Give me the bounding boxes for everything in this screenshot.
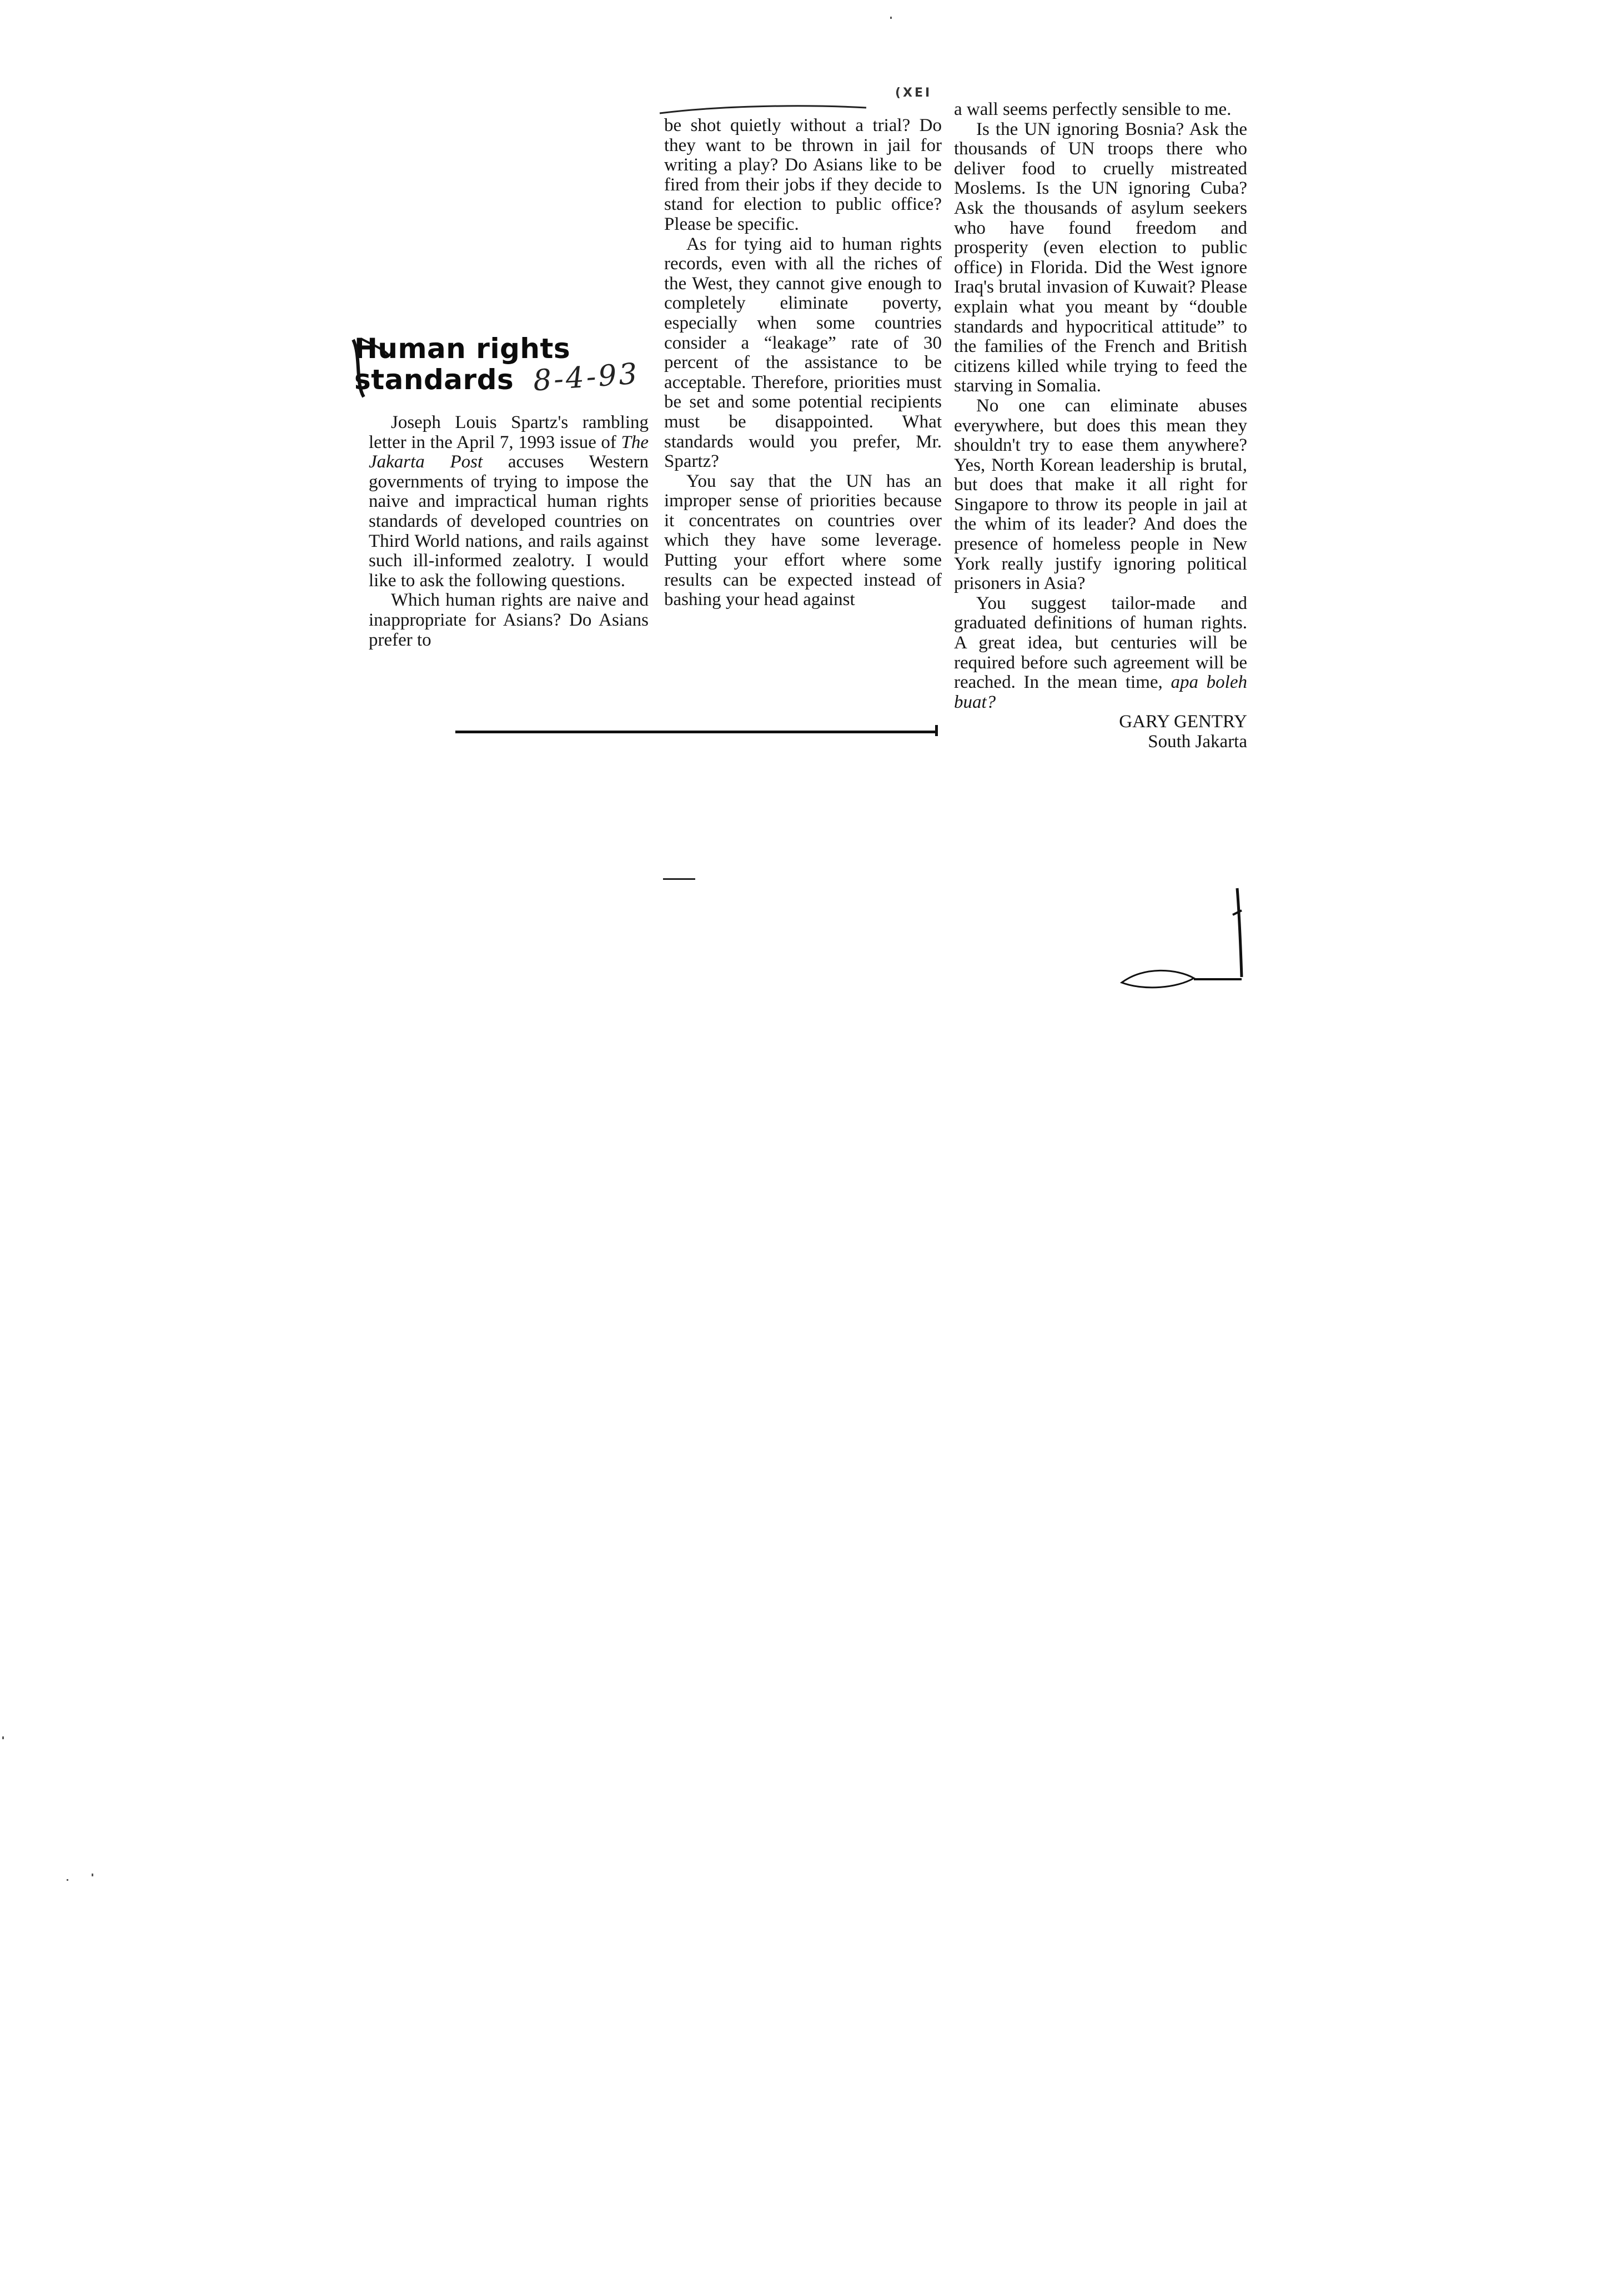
paragraph: Is the UN ignoring Bosnia? Ask the thousands of UN troops there who deliver food to cruelly mistreated Moslems. Is the UN ignoring Cuba? Ask the thousands of asylum seekers who have found freedom and prosperity (even election to public office) in Florida. Did the West ignore Iraq's brutal invasion of Kuwait? Please explain what you meant by “double standards and hypocritical attitude” to the families of the French and British citizens killed while trying to feed the starving in Somalia. — [954, 119, 1247, 396]
paragraph: Joseph Louis Spartz's rambling letter in the April 7, 1993 issue of The Jakarta Post accuses Western governments of trying to impose the naive and impractical human rights standards of developed countries on Third World nations, and rails against such ill-informed zealotry. I would like to ask the following questions. — [369, 412, 649, 591]
paragraph: Which human rights are naive and inappropriate for Asians? Do Asians prefer to — [369, 590, 649, 650]
paragraph: No one can eliminate abuses everywhere, but does this mean they shouldn't try to ease them anywhere? Yes, North Korean leadership is brutal, but does that make it all right for Singapore to throw its people in jail at the whim of its leader? And does the presence of homeless people in New York really justify ignoring political prisoners in Asia? — [954, 395, 1247, 594]
paragraph: a wall seems perfectly sensible to me. — [954, 99, 1232, 119]
pen-stroke-headline — [361, 339, 389, 355]
pen-scribble — [1122, 970, 1194, 987]
clipping-top-strip: (XEI — [895, 86, 932, 100]
pen-stroke-signature-bracket — [1237, 888, 1242, 977]
pen-stroke-column-top — [660, 106, 866, 113]
paragraph-text: You suggest tailor-made and graduated definitions of human rights. A great idea, but centuries will be required before such agreement will be reached. In the mean time, — [954, 593, 1247, 693]
handwritten-date: 8-4-93 — [532, 357, 641, 398]
author-location: South Jakarta — [1148, 732, 1247, 752]
paragraph: be shot quietly without a trial? Do they want to be thrown in jail for writing a play? Do Asians like to be fired from their jobs if they decide to stand for election to public office? Please be specific. — [664, 115, 942, 234]
author-name: GARY GENTRY — [1119, 712, 1247, 732]
pen-stroke-headline — [353, 340, 364, 397]
closing-phrase: apa boleh buat? — [954, 672, 1247, 712]
newspaper-name: The Jakarta Post — [369, 432, 649, 472]
paragraph: As for tying aid to human rights records, even with all the riches of the West, they cannot give enough to completely eliminate poverty, especially when some countries consider a “leakage” rate of 30 percent of the assistance to be acceptable. Therefore, priorities must be set and some potential recipients must be disappointed. What standards would you prefer, Mr. Spartz? — [664, 234, 942, 472]
headline-line-2: standards — [354, 364, 514, 396]
headline-line-1: Human rights — [354, 333, 571, 365]
paragraph: You say that the UN has an improper sense of priorities because it concentrates on countries over which they have some leverage. Putting your effort where some results can be expected instead of bashing your head against — [664, 471, 942, 610]
